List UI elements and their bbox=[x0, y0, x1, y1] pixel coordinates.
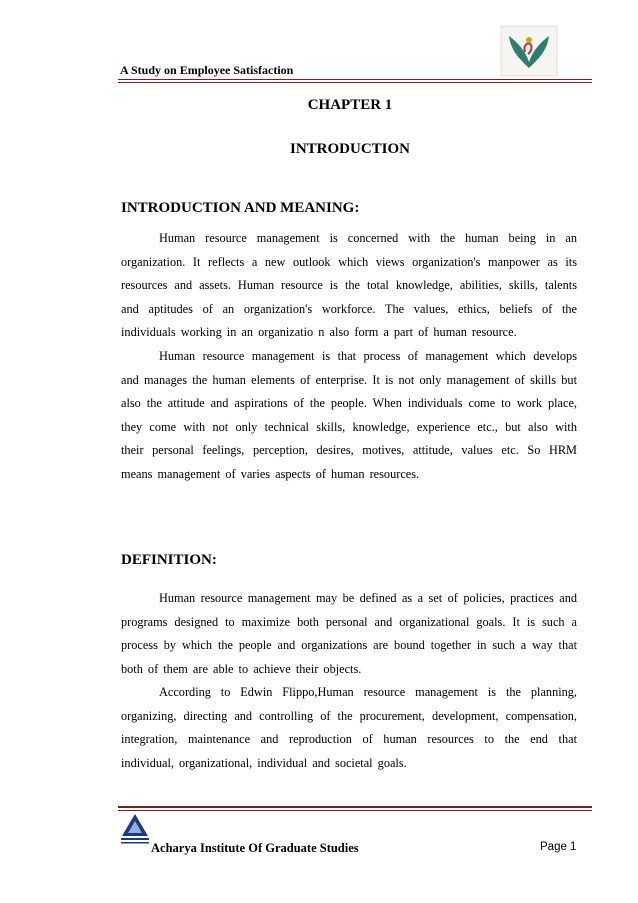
chapter-number: CHAPTER 1 bbox=[307, 97, 393, 113]
page-number: Page 1 bbox=[540, 841, 577, 853]
acharya-logo-icon bbox=[118, 812, 152, 846]
section-heading-introduction: INTRODUCTION AND MEANING: bbox=[121, 200, 360, 216]
section-heading-definition: DEFINITION: bbox=[121, 552, 217, 568]
paragraph: Human resource management is that process of management which develops and manages the human elements of enterprise. It is not only management of skills but also the attitude and aspirations of the people. When individuals come to work place, they come with not only technical skills, knowledge, experience etc., but also with their personal feelings, perception, desires, motives, attitude, values etc. So HRM means management of varies aspects of human resources. bbox=[121, 349, 577, 481]
paragraph: Human resource management may be defined as a set of policies, practices and programs designed to maximize both personal and organizational goals. It is such a process by which the people and organizations are bound together in such a way that both of them are able to achieve their objects. bbox=[121, 591, 577, 676]
paragraph: Human resource management is concerned with the human being in an organization. It reflects a new outlook which views organization's manpower as its resources and assets. Human resource is the total knowledge, abilities, skills, talents and aptitudes of an organization's workforce. The values, ethics, beliefs of the individuals working in an organizatio n also form a part of human resource. bbox=[121, 231, 577, 340]
institute-emblem-icon bbox=[497, 22, 561, 80]
header-rule bbox=[118, 79, 592, 80]
paragraph: According to Edwin Flippo,Human resource management is the planning, organizing, directing and controlling of the procurement, development, compensation, integration, maintenance and reproduction of human resources to the end that individual, organizational, individual and societal goals. bbox=[121, 685, 577, 770]
chapter-title: INTRODUCTION bbox=[289, 141, 410, 157]
header-rule-thin bbox=[118, 82, 592, 83]
running-header-title: A Study on Employee Satisfaction bbox=[120, 63, 294, 77]
footer-rule-thin bbox=[118, 810, 592, 811]
footer-institute-name: Acharya Institute Of Graduate Studies bbox=[151, 841, 359, 855]
footer-rule bbox=[118, 806, 592, 808]
